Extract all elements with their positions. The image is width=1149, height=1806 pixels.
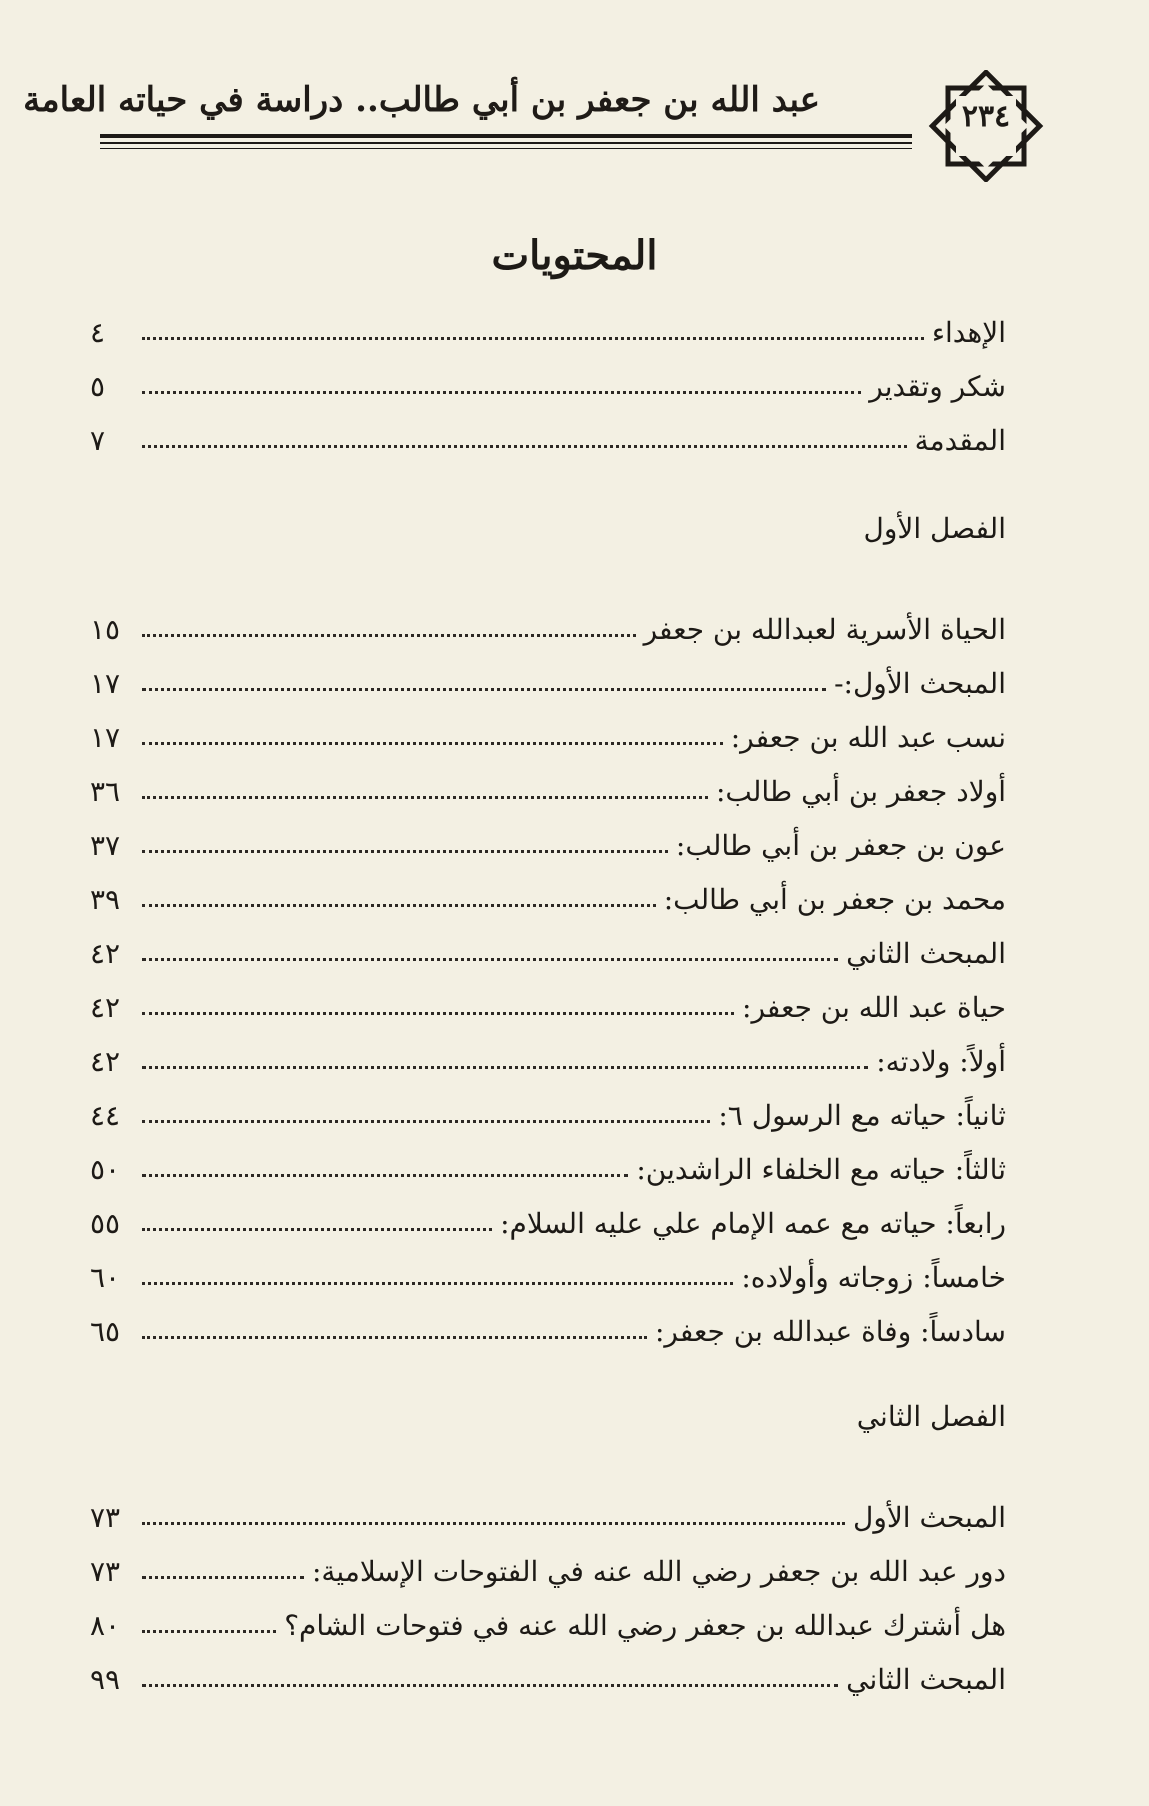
dot-leader [142,688,826,691]
toc-entry-label: الحياة الأسرية لعبدالله بن جعفر [643,613,1006,647]
chapter-one-title: الفصل الأول [863,512,1006,545]
toc-entry [90,862,1006,916]
toc-entry-label: شكر وتقدير [869,370,1006,404]
dot-leader [142,958,838,961]
dot-leader [142,337,924,340]
dot-leader [142,1576,304,1579]
toc-entry-page: ١٥ [90,613,121,647]
dot-leader [142,1228,492,1231]
table-of-contents [90,295,1006,1696]
toc-entry [90,1294,1006,1348]
toc-entry-page: ٦٥ [90,1315,121,1349]
toc-entry-label: نسب عبد الله بن جعفر: [730,721,1006,755]
toc-entry-page: ٤٢ [90,1045,121,1079]
toc-entry-page: ٧ [90,424,106,458]
toc-entry-page: ٥٠ [90,1153,121,1187]
dot-leader [142,1522,845,1525]
toc-entry-label: أولاد جعفر بن أبي طالب: [715,775,1006,809]
toc-entry-label: المبحث الأول:- [834,667,1006,701]
toc-entry [90,970,1006,1024]
dot-leader [142,391,861,394]
toc-entry-page: ٨٠ [90,1609,121,1643]
toc-entry-page: ٧٣ [90,1501,121,1535]
contents-heading: المحتويات [491,232,658,279]
toc-entry-label: المبحث الثاني [846,1663,1006,1697]
toc-entry-label: حياة عبد الله بن جعفر: [742,991,1006,1025]
toc-entry-label: رابعاً: حياته مع عمه الإمام علي عليه السلام: [500,1207,1006,1241]
dot-leader [142,850,668,853]
dot-leader [142,742,723,745]
toc-entry-page: ٣٦ [90,775,121,809]
dot-leader [142,1336,647,1339]
toc-entry-label: خامساً: زوجاته وأولاده: [741,1261,1006,1295]
dot-leader [142,1120,710,1123]
toc-entry-label: عون بن جعفر بن أبي طالب: [675,829,1006,863]
toc-entry-page: ٣٩ [90,883,121,917]
dot-leader [142,1012,734,1015]
toc-entry-page: ١٧ [90,721,121,755]
header-rule-medium [100,142,912,144]
toc-entry [90,700,1006,754]
chapter-heading [90,1400,1006,1433]
toc-entry-label: دور عبد الله بن جعفر رضي الله عنه في الفتوحات الإسلامية: [311,1555,1006,1589]
toc-entry-label: محمد بن جعفر بن أبي طالب: [663,883,1006,917]
dot-leader [142,445,907,448]
page-number-badge [928,70,1044,182]
toc-entry [90,349,1006,403]
toc-entry-page: ٣٧ [90,829,121,863]
toc-entry [90,808,1006,862]
running-header [23,70,1060,170]
toc-entry-page: ٤٢ [90,937,121,971]
toc-entry-page: ٧٣ [90,1555,121,1589]
toc-entry-page: ٤ [90,316,106,350]
header-rule-thin [100,148,912,149]
dot-leader [142,796,708,799]
dot-leader [142,1282,733,1285]
toc-entry-label: ثالثاً: حياته مع الخلفاء الراشدين: [636,1153,1006,1187]
toc-entry-label: المقدمة [914,424,1006,458]
toc-entry-page: ٦٠ [90,1261,121,1295]
toc-entry-page: ٩٩ [90,1663,121,1697]
dot-leader [142,1630,276,1633]
toc-entry [90,1642,1006,1696]
toc-entry-page: ٥٥ [90,1207,121,1241]
dot-leader [142,1684,838,1687]
toc-entry-label: ثانياً: حياته مع الرسول ٦: [718,1099,1006,1133]
toc-entry-page: ١٧ [90,667,121,701]
toc-entry-label: الإهداء [931,316,1006,350]
toc-entry [90,1480,1006,1534]
toc-entry-page: ٤٢ [90,991,121,1025]
toc-entry-label: المبحث الأول [852,1501,1006,1535]
toc-entry [90,1024,1006,1078]
dot-leader [142,904,656,907]
running-header-title: عبد الله بن جعفر بن أبي طالب.. دراسة في حياته العامة [23,80,820,120]
toc-entry [90,403,1006,457]
toc-entry [90,1240,1006,1294]
toc-entry-label: أولاً: ولادته: [876,1045,1006,1079]
toc-entry [90,646,1006,700]
toc-entry [90,1132,1006,1186]
dot-leader [142,634,636,637]
toc-entry [90,295,1006,349]
toc-entry-page: ٥ [90,370,106,404]
header-rule-thick [100,134,912,138]
page-number: ٢٣٤ [961,99,1011,134]
toc-entry [90,1588,1006,1642]
dot-leader [142,1174,628,1177]
chapter-heading [90,512,1006,545]
toc-entry [90,754,1006,808]
toc-entry-page: ٤٤ [90,1099,121,1133]
toc-entry-label: هل أشترك عبدالله بن جعفر رضي الله عنه في فتوحات الشام؟ [284,1609,1006,1643]
toc-entry [90,1534,1006,1588]
toc-entry [90,1186,1006,1240]
toc-entry-label: سادساً: وفاة عبدالله بن جعفر: [654,1315,1006,1349]
toc-entry [90,916,1006,970]
toc-entry [90,592,1006,646]
toc-entry [90,1078,1006,1132]
chapter-two-title: الفصل الثاني [856,1400,1006,1433]
toc-entry-label: المبحث الثاني [846,937,1006,971]
dot-leader [142,1066,868,1069]
